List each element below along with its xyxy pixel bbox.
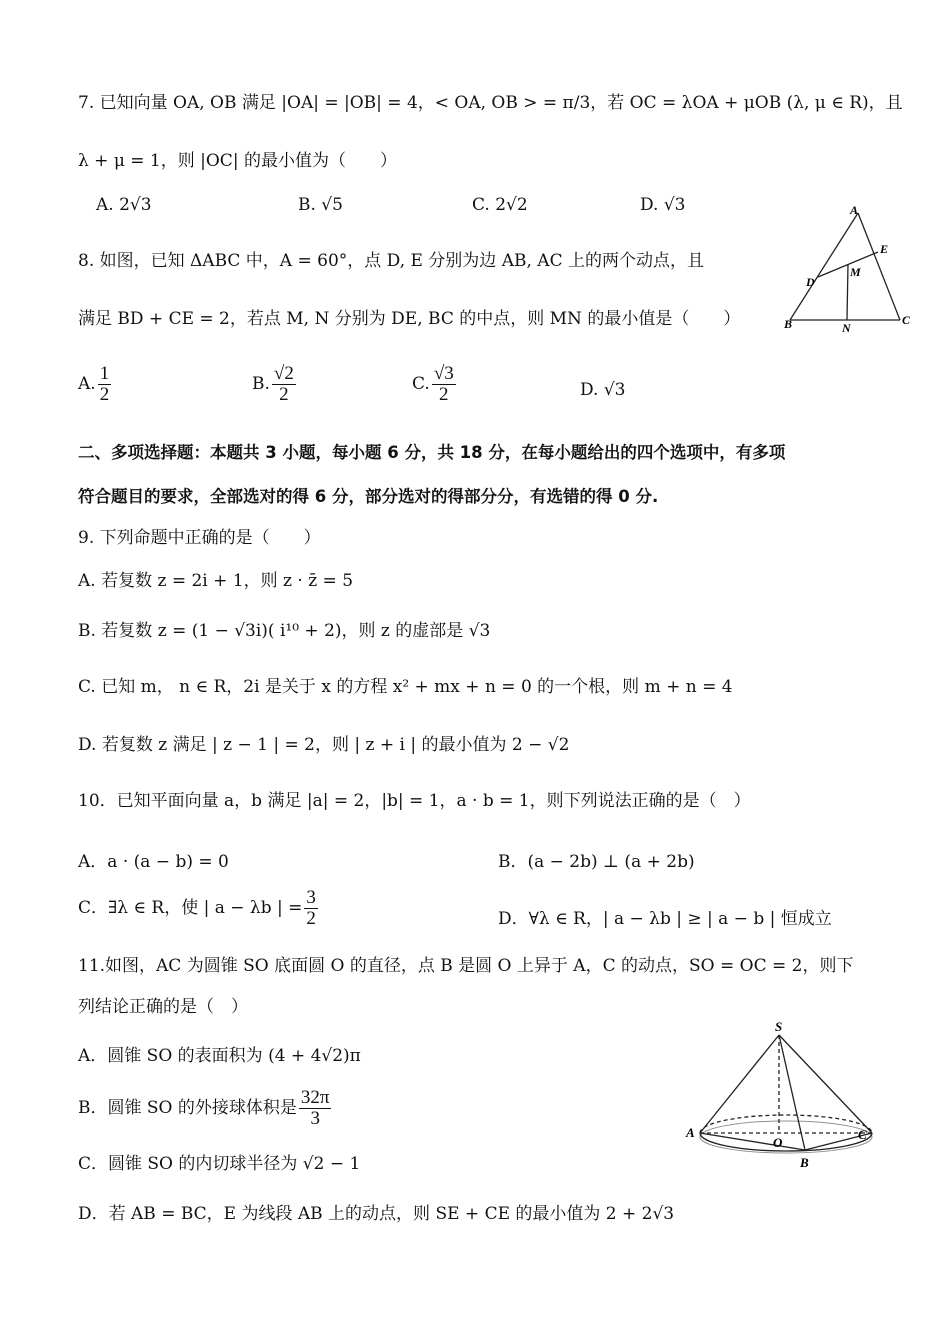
q10-option-a: A．a · (a − b) = 0 [78, 852, 229, 872]
q11-stem-line1: 11.如图，AC 为圆锥 SO 底面圆 O 的直径，点 B 是圆 O 上异于 A，C 的动点，SO = OC = 2，则下 [78, 956, 854, 976]
q9-option-b: B. 若复数 z = (1 − √3i)( i¹⁰ + 2)，则 z 的虚部是 √3 [78, 621, 491, 641]
side-ac [858, 213, 900, 320]
q11-stem-line2: 列结论正确的是（ ） [78, 997, 248, 1017]
q9-option-d: D. 若复数 z 满足 | z − 1 | = 2，则 | z + i | 的最小值为 2 − √2 [78, 735, 570, 755]
base-back-arc [700, 1115, 872, 1133]
section-2-heading-line2: 符合题目的要求，全部选对的得 6 分，部分选对的得部分分，有选错的得 0 分. [78, 487, 659, 506]
label-e: E [880, 242, 889, 256]
section-2-heading-line1: 二、多项选择题：本题共 3 小题，每小题 6 分，共 18 分，在每小题给出的四个选项中，有多项 [78, 443, 786, 462]
q7-option-c: C. 2√2 [472, 195, 528, 215]
q8-option-c: C. $\frac{√3}{2}$ [412, 363, 454, 405]
q9-option-a: A. 若复数 z = 2i + 1，则 z · z̄ = 5 [78, 571, 354, 591]
label-m: M [850, 265, 861, 279]
cone-figure [680, 1015, 880, 1175]
label-b: B [800, 1155, 809, 1170]
q9-stem: 9. 下列命题中正确的是（ ） [78, 528, 321, 548]
q7-stem-line2: λ + μ = 1，则 |OC| 的最小值为（ ） [78, 151, 397, 171]
q10-stem: 10．已知平面向量 a，b 满足 |a| = 2，|b| = 1，a · b = 1，则下列说法正确的是（ ） [78, 791, 751, 811]
label-d: D [806, 275, 815, 289]
label-c: C [858, 1127, 867, 1142]
q8-option-a: A. $\frac{1}{2}$ [78, 363, 110, 405]
edge-sc [779, 1035, 872, 1133]
q10-option-c: C．∃λ ∈ R，使 | a − λb | = $\frac{3}{2}$ [78, 887, 316, 929]
label-s: S [775, 1019, 783, 1034]
label-o: O [773, 1135, 783, 1150]
chord-ab [700, 1133, 805, 1150]
q9-option-c: C. 已知 m， n ∈ R，2i 是关于 x 的方程 x² + mx + n = 0 的一个根，则 m + n = 4 [78, 677, 733, 697]
q8-option-b: B. $\frac{√2}{2}$ [252, 363, 294, 405]
q8-option-d: D. √3 [580, 380, 626, 400]
q7-option-a: A. 2√3 [96, 195, 152, 215]
segment-mn [847, 264, 848, 320]
label-c: C [902, 313, 911, 327]
q11-option-a: A．圆锥 SO 的表面积为 (4 + 4√2)π [78, 1046, 361, 1066]
q7-option-d: D. √3 [640, 195, 686, 215]
label-a: A [850, 203, 859, 217]
q8-stem-line2: 满足 BD + CE = 2，若点 M, N 分别为 DE, BC 的中点，则 MN 的最小值是（ ） [78, 309, 741, 329]
q11-option-c: C．圆锥 SO 的内切球半径为 √2 − 1 [78, 1154, 361, 1174]
q10-option-d: D．∀λ ∈ R，| a − λb | ≥ | a − b | 恒成立 [498, 909, 832, 929]
triangle-figure [780, 200, 920, 340]
label-n: N [842, 321, 851, 335]
q10-option-b: B．(a − 2b) ⊥ (a + 2b) [498, 852, 695, 872]
label-b: B [784, 317, 793, 331]
q11-option-b: B．圆锥 SO 的外接球体积是 $\frac{32\pi}{3}$ [78, 1087, 330, 1129]
label-a: A [686, 1125, 695, 1140]
q8-stem-line1: 8. 如图，已知 ΔABC 中，A = 60°，点 D, E 分别为边 AB, AC 上的两个动点，且 [78, 251, 704, 271]
q7-option-b: B. √5 [298, 195, 343, 215]
q7-stem-line1: 7. 已知向量 OA, OB 满足 |OA| = |OB| = 4，< OA, OB > = π/3，若 OC = λOA + μOB (λ, μ ∈ R)，且 [78, 93, 903, 113]
q11-option-d: D．若 AB = BC，E 为线段 AB 上的动点，则 SE + CE 的最小值为 2 + 2√3 [78, 1204, 675, 1224]
